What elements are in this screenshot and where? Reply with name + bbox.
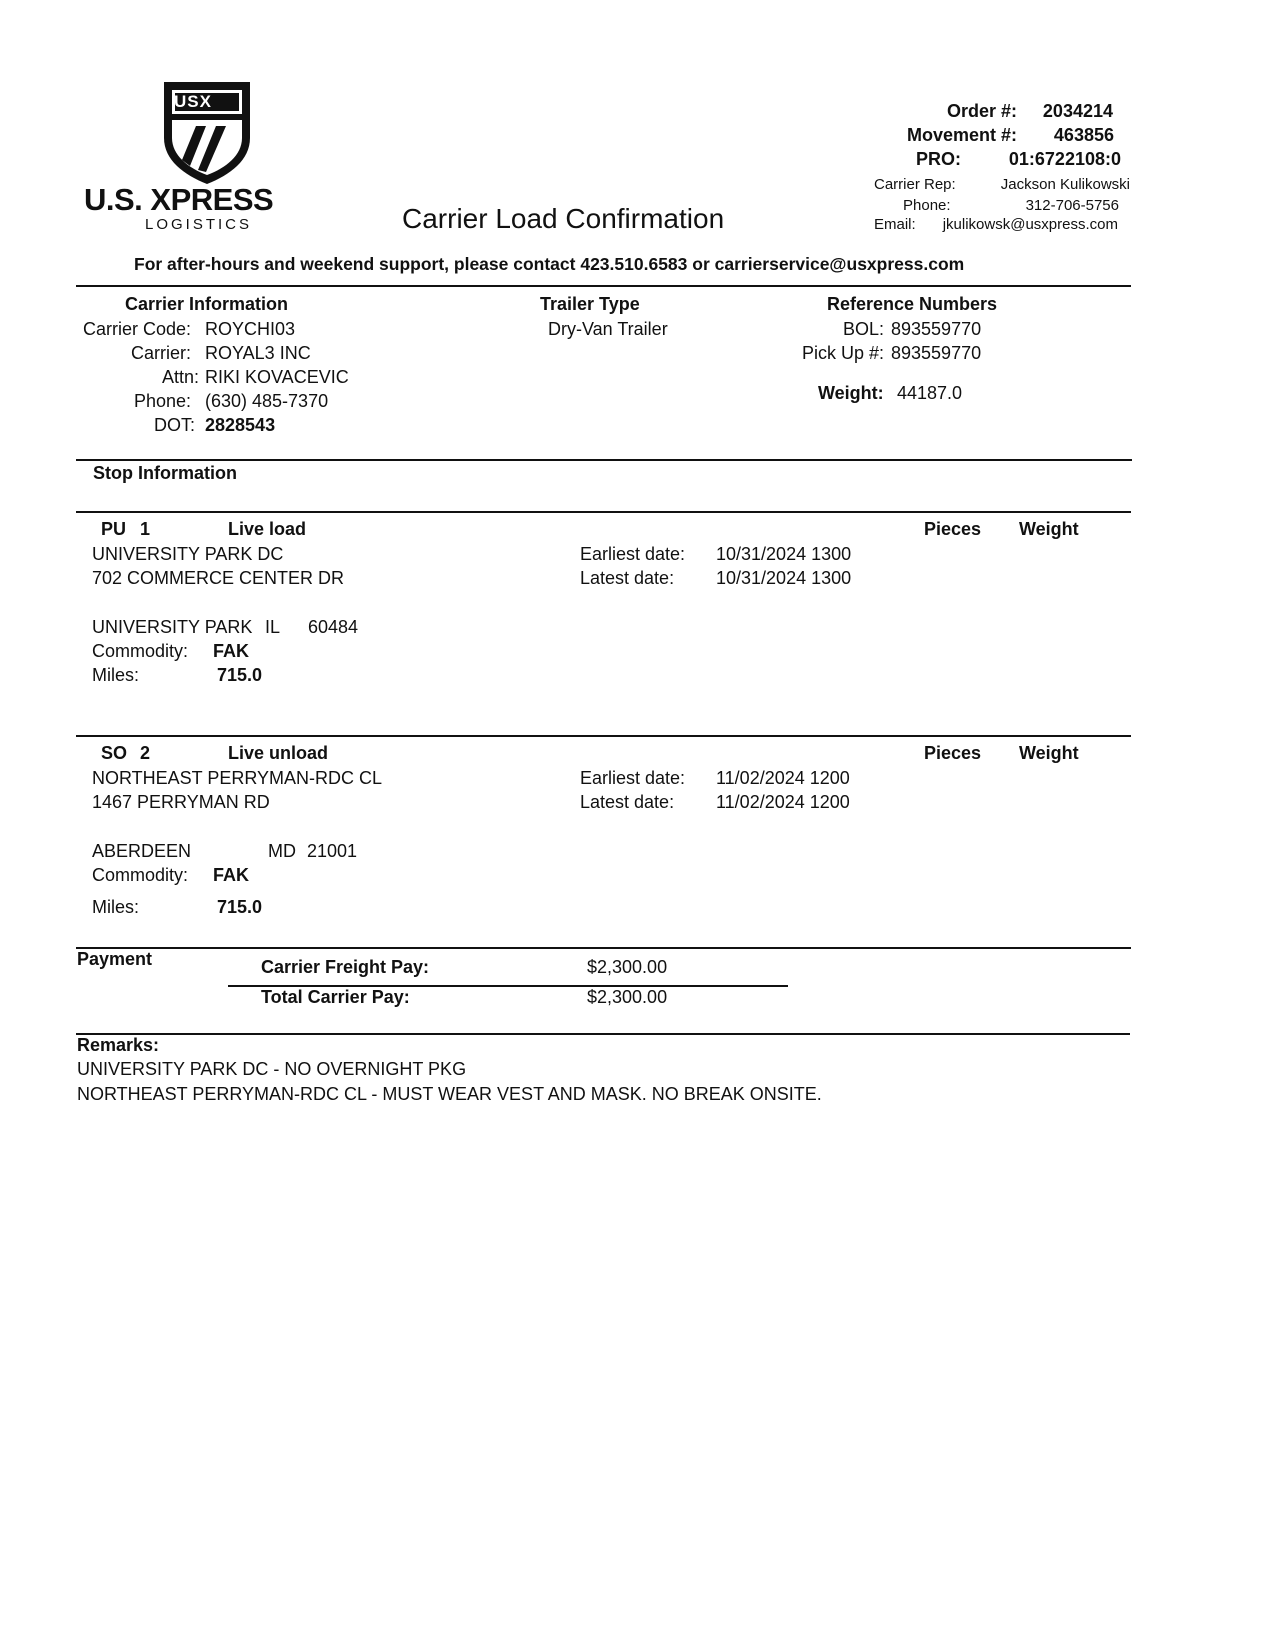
bol-label: BOL:: [842, 319, 884, 339]
stop-type: Live load: [228, 519, 307, 539]
carrier-code-value: ROYCHI03: [205, 319, 296, 339]
carrier-rep-value: Jackson Kulikowski: [1000, 176, 1130, 193]
commodity-value: FAK: [213, 865, 249, 885]
remark-line: UNIVERSITY PARK DC - NO OVERNIGHT PKG: [77, 1059, 467, 1079]
weight-label: Weight:: [818, 383, 884, 403]
bol-value: 893559770: [891, 319, 982, 339]
stop-number: 2: [140, 743, 151, 763]
stop-info-heading: Stop Information: [93, 463, 237, 483]
commodity-label: Commodity:: [92, 641, 189, 661]
total-pay-label: Total Carrier Pay:: [261, 987, 410, 1007]
logo-badge-text: USX: [174, 92, 212, 111]
rep-phone-label: Phone:: [903, 197, 951, 214]
remarks-heading: Remarks:: [77, 1035, 160, 1055]
divider: [76, 947, 1131, 949]
latest-date-value: 10/31/2024 1300: [716, 568, 852, 588]
logo-tagline: LOGISTICS: [145, 216, 253, 233]
stop-code: PU: [101, 519, 127, 539]
total-pay-value: $2,300.00: [587, 987, 668, 1007]
stop-name: NORTHEAST PERRYMAN-RDC CL: [92, 768, 383, 788]
commodity-value: FAK: [213, 641, 249, 661]
earliest-date-label: Earliest date:: [580, 544, 686, 564]
pro-value: 01:6722108:0: [1008, 149, 1121, 169]
document-title: Carrier Load Confirmation: [402, 203, 725, 234]
remark-line: NORTHEAST PERRYMAN-RDC CL - MUST WEAR VEST AND MASK. NO BREAK ONSITE.: [77, 1084, 822, 1104]
earliest-date-value: 10/31/2024 1300: [716, 544, 852, 564]
carrier-name-label: Carrier:: [130, 343, 191, 363]
miles-value: 715.0: [217, 665, 263, 685]
attn-label: Attn:: [161, 367, 199, 387]
miles-label: Miles:: [92, 897, 140, 917]
weight-label: Weight: [1019, 519, 1079, 539]
divider: [76, 1033, 1130, 1035]
miles-label: Miles:: [92, 665, 140, 685]
movement-label: Movement #:: [906, 125, 1017, 145]
order-label: Order #:: [946, 101, 1017, 121]
earliest-date-value: 11/02/2024 1200: [716, 768, 850, 788]
trailer-type-value: Dry-Van Trailer: [548, 319, 668, 339]
stop-state: IL: [265, 617, 281, 637]
support-line: For after-hours and weekend support, please contact 423.510.6583 or carrierservice@usxpress.com: [134, 254, 965, 274]
carrier-phone-value: (630) 485-7370: [205, 391, 329, 411]
stop-city: ABERDEEN: [92, 841, 192, 861]
weight-label: Weight: [1019, 743, 1079, 763]
stop-zip: 21001: [307, 841, 358, 861]
latest-date-label: Latest date:: [580, 792, 675, 812]
latest-date-value: 11/02/2024 1200: [716, 792, 850, 812]
stop-state: MD: [268, 841, 296, 861]
stop-code: SO: [101, 743, 128, 763]
carrier-phone-label: Phone:: [133, 391, 191, 411]
earliest-date-label: Earliest date:: [580, 768, 686, 788]
divider: [76, 459, 1132, 461]
stop-type: Live unload: [228, 743, 329, 763]
dot-label: DOT:: [153, 415, 195, 435]
order-value: 2034214: [1042, 101, 1113, 121]
trailer-type-heading: Trailer Type: [540, 294, 640, 314]
pickup-label: Pick Up #:: [801, 343, 884, 363]
payment-heading: Payment: [77, 949, 153, 969]
movement-value: 463856: [1053, 125, 1114, 145]
commodity-label: Commodity:: [92, 865, 189, 885]
dot-value: 2828543: [205, 415, 276, 435]
pieces-label: Pieces: [924, 743, 982, 763]
freight-pay-value: $2,300.00: [587, 957, 668, 977]
stop-address: 702 COMMERCE CENTER DR: [92, 568, 345, 588]
stop-address: 1467 PERRYMAN RD: [92, 792, 270, 812]
pickup-value: 893559770: [891, 343, 982, 363]
pieces-label: Pieces: [924, 519, 982, 539]
carrier-name-value: ROYAL3 INC: [205, 343, 311, 363]
carrier-info-heading: Carrier Information: [125, 294, 289, 314]
logo-brand-name: U.S. XPRESS: [84, 182, 274, 217]
rep-phone-value: 312-706-5756: [1025, 197, 1119, 214]
stop-zip: 60484: [308, 617, 359, 637]
divider: [76, 735, 1131, 737]
divider: [76, 511, 1131, 513]
carrier-code-label: Carrier Code:: [82, 319, 191, 339]
freight-pay-label: Carrier Freight Pay:: [261, 957, 430, 977]
weight-value: 44187.0: [897, 383, 963, 403]
attn-value: RIKI KOVACEVIC: [205, 367, 349, 387]
stop-city: UNIVERSITY PARK: [92, 617, 253, 637]
rep-email-label: Email:: [874, 216, 916, 233]
pro-label: PRO:: [916, 149, 961, 169]
latest-date-label: Latest date:: [580, 568, 675, 588]
rep-email-value: jkulikowsk@usxpress.com: [942, 216, 1118, 233]
stop-name: UNIVERSITY PARK DC: [92, 544, 284, 564]
stop-number: 1: [140, 519, 151, 539]
miles-value: 715.0: [217, 897, 263, 917]
divider: [76, 285, 1131, 287]
reference-numbers-heading: Reference Numbers: [827, 294, 998, 314]
carrier-rep-label: Carrier Rep:: [874, 176, 956, 193]
